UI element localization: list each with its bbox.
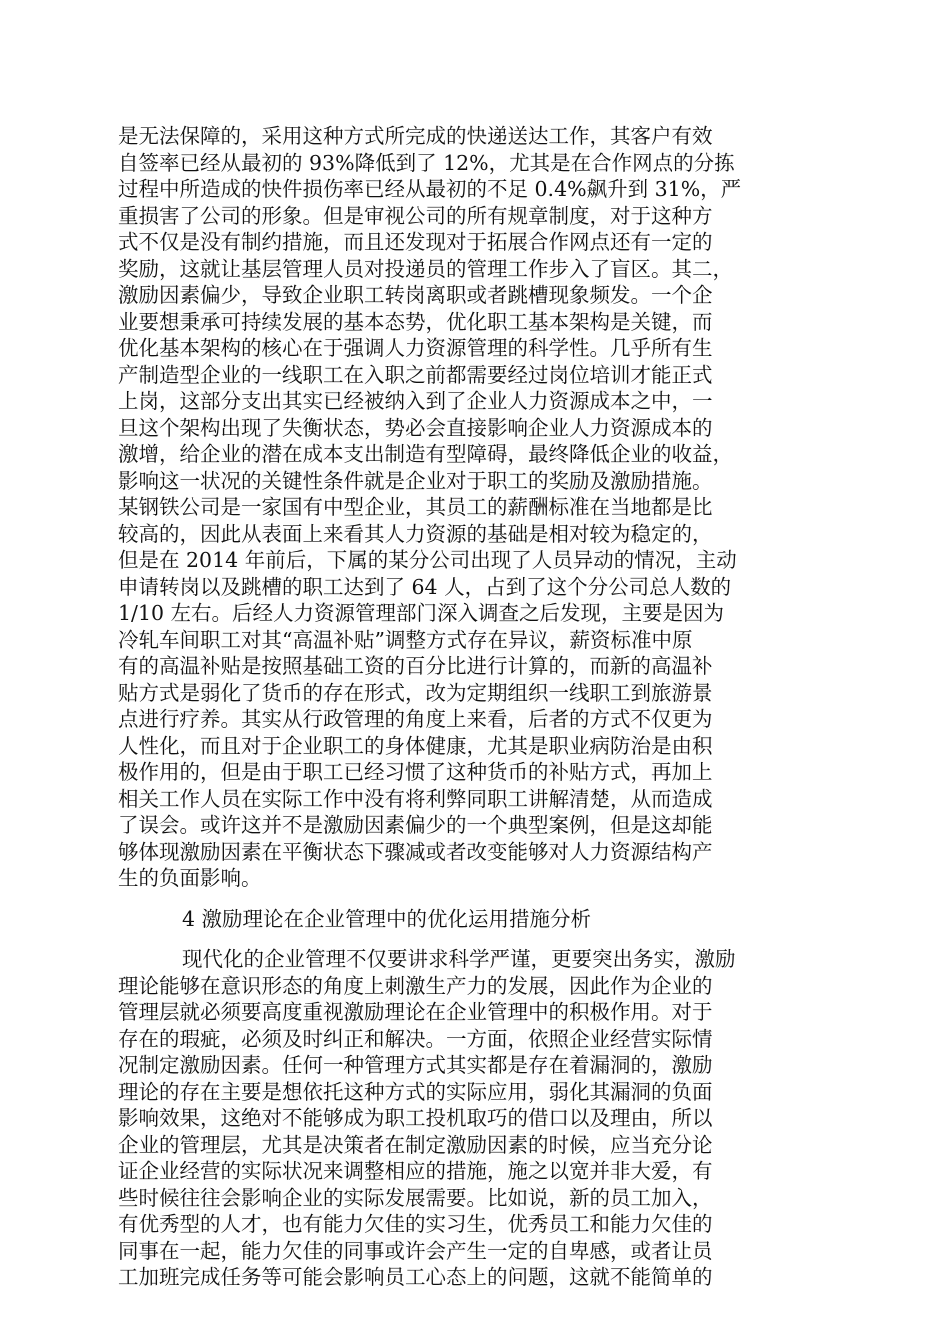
text-line: 冷轧车间职工对其“高温补贴”调整方式存在异议，薪资标准中原 <box>118 627 693 652</box>
text-line: 管理层就必须要高度重视激励理论在企业管理中的积极作用。对于 <box>118 1000 713 1024</box>
text-line: 激励因素偏少，导致企业职工转岗离职或者跳槽现象频发。一个企 <box>118 283 713 307</box>
text-line: 工加班完成任务等可能会影响员工心态上的问题，这就不能简单的 <box>118 1265 713 1289</box>
text-line: 旦这个架构出现了失衡状态，势必会直接影响企业人力资源成本的 <box>118 415 713 440</box>
text-line: 点进行疗养。其实从行政管理的角度上来看，后者的方式不仅更为 <box>118 707 713 731</box>
text-line: 相关工作人员在实际工作中没有将利弊同职工讲解清楚，从而造成 <box>118 786 713 811</box>
text-line: 奖励，这就让基层管理人员对投递员的管理工作步入了盲区。其二， <box>118 256 733 281</box>
text-line: 是无法保障的，采用这种方式所完成的快递送达工作，其客户有效 <box>118 124 713 148</box>
paragraph-spacer <box>118 932 830 946</box>
text-line: 影响效果，这绝对不能够成为职工投机取巧的借口以及理由，所以 <box>118 1106 713 1130</box>
text-line: 理论的存在主要是想依托这种方式的实际应用，弱化其漏洞的负面 <box>118 1079 713 1104</box>
text-line: 产制造型企业的一线职工在入职之前都需要经过岗位培训才能正式 <box>118 362 713 387</box>
text-line: 理论能够在意识形态的角度上刺激生产力的发展，因此作为企业的 <box>118 973 713 998</box>
text-line: 优化基本架构的核心在于强调人力资源管理的科学性。几乎所有生 <box>118 336 713 360</box>
text-line: 些时候往往会影响企业的实际发展需要。比如说，新的员工加入， <box>118 1185 713 1210</box>
text-line: 生的负面影响。 <box>118 866 262 890</box>
section-heading: 4 激励理论在企业管理中的优化运用措施分析 <box>182 906 592 931</box>
text-line: 贴方式是弱化了货币的存在形式，改为定期组织一线职工到旅游景 <box>118 680 713 705</box>
text-line: 1/10 左右。后经人力资源管理部门深入调查之后发现，主要是因为 <box>118 601 725 625</box>
text-line: 某钢铁公司是一家国有中型企业，其员工的薪酬标准在当地都是比 <box>118 495 713 519</box>
text-line: 有优秀型的人才，也有能力欠佳的实习生，优秀员工和能力欠佳的 <box>118 1212 713 1236</box>
text-line: 式不仅是没有制约措施，而且还发现对于拓展合作网点还有一定的 <box>118 230 713 254</box>
text-line: 存在的瑕疵，必须及时纠正和解决。一方面，依照企业经营实际情 <box>118 1026 713 1051</box>
document-page <box>118 123 830 1291</box>
text-line: 较高的，因此从表面上来看其人力资源的基础是相对较为稳定的， <box>118 521 713 546</box>
text-line: 企业的管理层，尤其是决策者在制定激励因素的时候，应当充分论 <box>118 1132 713 1157</box>
text-line: 激增，给企业的潜在成本支出制造有型障碍，最终降低企业的收益， <box>118 442 733 466</box>
text-line: 自签率已经从最初的 93%降低到了 12%，尤其是在合作网点的分拣 <box>118 150 735 175</box>
text-line: 够体现激励因素在平衡状态下骤减或者改变能够对人力资源结构产 <box>118 839 713 864</box>
text-line: 极作用的，但是由于职工已经习惯了这种货币的补贴方式，再加上 <box>118 760 713 784</box>
text-line: 人性化，而且对于企业职工的身体健康，尤其是职业病防治是由积 <box>118 733 713 758</box>
text-line: 业要想秉承可持续发展的基本态势，优化职工基本架构是关键，而 <box>118 309 713 334</box>
text-line: 有的高温补贴是按照基础工资的百分比进行计算的，而新的高温补 <box>118 654 713 678</box>
text-line: 上岗，这部分支出其实已经被纳入到了企业人力资源成本之中，一 <box>118 389 713 413</box>
text-line: 但是在 2014 年前后，下属的某分公司出现了人员异动的情况，主动 <box>118 548 737 572</box>
text-line: 过程中所造成的快件损伤率已经从最初的不足 0.4%飙升到 31%，严 <box>118 177 742 201</box>
text-line: 况制定激励因素。任何一种管理方式其实都是存在着漏洞的，激励 <box>118 1053 713 1077</box>
text-line: 了误会。或许这并不是激励因素偏少的一个典型案例，但是这却能 <box>118 813 713 837</box>
text-line: 申请转岗以及跳槽的职工达到了 64 人，占到了这个分公司总人数的 <box>118 574 732 599</box>
text-line: 证企业经营的实际状况来调整相应的措施，施之以宽并非大爱，有 <box>118 1159 713 1183</box>
paragraph-spacer <box>118 892 830 906</box>
text-line: 同事在一起，能力欠佳的同事或许会产生一定的自卑感，或者让员 <box>118 1238 713 1263</box>
body-paragraph <box>118 946 830 1291</box>
body-paragraph <box>118 123 830 892</box>
text-line: 现代化的企业管理不仅要讲求科学严谨，更要突出务实，激励 <box>182 947 736 971</box>
text-line: 影响这一状况的关键性条件就是企业对于职工的奖励及激励措施。 <box>118 468 713 493</box>
text-line: 重损害了公司的形象。但是审视公司的所有规章制度，对于这种方 <box>118 203 713 228</box>
